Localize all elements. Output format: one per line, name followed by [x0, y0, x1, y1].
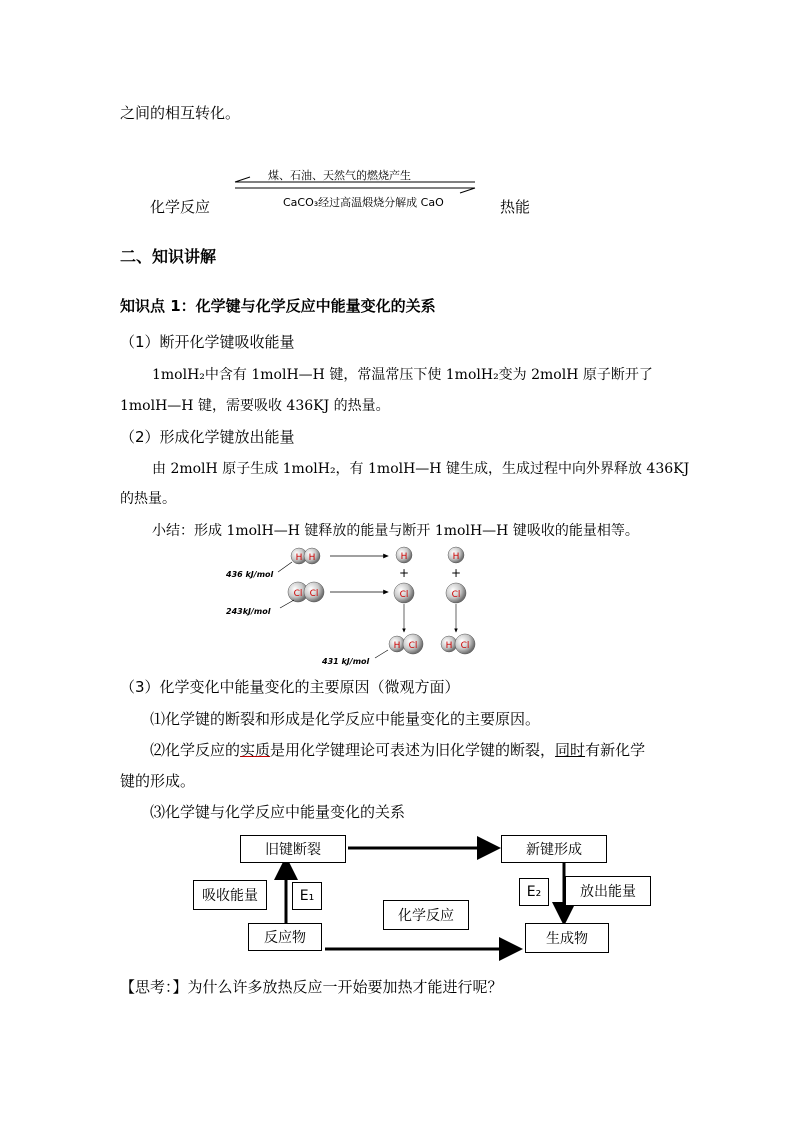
box-e2: E₂ — [519, 878, 549, 906]
svg-text:H: H — [308, 553, 316, 563]
svg-text:Cl: Cl — [309, 589, 319, 599]
svg-text:H: H — [393, 641, 401, 651]
conversion-right: 热能 — [500, 198, 531, 216]
section-title: 二、知识讲解 — [120, 247, 217, 266]
kp1-title: 知识点 1：化学键与化学反应中能量变化的关系 — [120, 297, 436, 315]
p1-line2: 1molH—H 键，需要吸收 436KJ 的热量。 — [120, 398, 390, 414]
bond-energy-diagram — [220, 542, 500, 670]
think-text: 为什么许多放热反应一开始要加热才能进行呢？ — [187, 978, 503, 996]
box-products: 生成物 — [525, 923, 609, 953]
cl2-molecule — [288, 582, 324, 602]
p2-line2: 的热量。 — [120, 491, 176, 507]
h2-molecule — [291, 548, 320, 564]
svg-text:H: H — [295, 553, 303, 563]
box-e1: E₁ — [292, 882, 322, 910]
conversion-left: 化学反应 — [150, 198, 211, 216]
svg-text:Cl: Cl — [399, 590, 409, 600]
svg-text:H: H — [400, 552, 408, 562]
energy-label-2: 243kJ/mol — [226, 607, 271, 616]
equilibrium-arrows — [230, 176, 480, 194]
box-new-bond-form: 新键形成 — [501, 835, 607, 863]
p3-item2-line2: 键的形成。 — [120, 772, 196, 790]
intro-line: 之间的相互转化。 — [120, 104, 241, 122]
summary: 小结：形成 1molH—H 键释放的能量与断开 1molH—H 键吸收的能量相等。 — [152, 523, 639, 539]
svg-text:Cl: Cl — [293, 589, 303, 599]
p1-heading: （1）断开化学键吸收能量 — [120, 333, 295, 351]
box-release-energy: 放出能量 — [565, 876, 651, 906]
p2-line1: 由 2molH 原子生成 1molH₂，有 1molH—H 键生成，生成过程中向外界释放 436KJ — [152, 461, 690, 477]
energy-label-3: 431 kJ/mol — [322, 657, 370, 666]
svg-text:Cl: Cl — [451, 590, 461, 600]
box-chemical-reaction: 化学反应 — [383, 900, 469, 930]
think-label: 【思考：】 — [120, 978, 188, 996]
svg-text:+: + — [450, 566, 462, 580]
think-question — [120, 976, 503, 997]
p3-item2: ⑵化学反应的实质是用化学键理论可表述为旧化学键的断裂，同时有新化学 — [150, 741, 646, 759]
box-old-bond-break: 旧键断裂 — [240, 835, 346, 863]
p3-item3: ⑶化学键与化学反应中能量变化的关系 — [150, 803, 406, 821]
svg-text:H: H — [445, 641, 453, 651]
svg-text:Cl: Cl — [408, 641, 418, 651]
conversion-top-text: 煤、石油、天然气的燃烧产生 — [268, 169, 411, 182]
p3-heading: （3）化学变化中能量变化的主要原因（微观方面） — [120, 678, 460, 696]
conversion-bottom-text: CaCO₃经过高温煅烧分解成 CaO — [283, 196, 444, 209]
svg-text:H: H — [452, 552, 460, 562]
p2-heading: （2）形成化学键放出能量 — [120, 428, 295, 446]
svg-text:Cl: Cl — [460, 641, 470, 651]
energy-label-1: 436 kJ/mol — [226, 570, 274, 579]
svg-text:+: + — [398, 566, 410, 580]
box-absorb-energy: 吸收能量 — [193, 880, 267, 910]
hcl-molecules — [389, 634, 475, 654]
box-reactants: 反应物 — [248, 923, 322, 951]
p1-line1: 1molH₂中含有 1molH—H 键，常温常压下使 1molH₂变为 2molH 原子断开了 — [152, 367, 653, 383]
p3-item1: ⑴化学键的断裂和形成是化学反应中能量变化的主要原因。 — [150, 710, 541, 728]
